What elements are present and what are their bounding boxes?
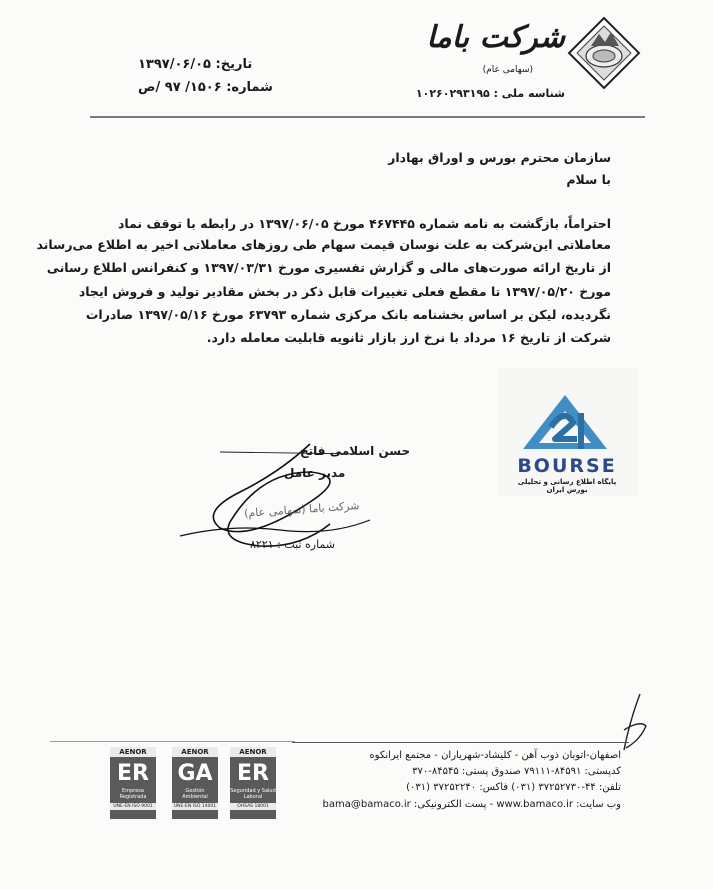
cert-standard: OHSAS 18001 — [230, 803, 276, 810]
footer-address: اصفهان-اتوبان ذوب آهن - کلیشاد-شهریاران - مجتمع ایرانکوه — [369, 750, 621, 761]
salutation: با سلام — [566, 172, 611, 187]
header-divider — [90, 116, 645, 118]
cert-brand: AENOR — [110, 747, 156, 757]
cert-mark: ER — [117, 761, 149, 786]
cert-standard: UNE-EN ISO 9001 — [110, 803, 156, 810]
bourse-caption: پایگاه اطلاع رسانی و تحلیلی بورس ایران — [517, 478, 617, 494]
cert-caption: Empresa Registrada — [119, 788, 147, 800]
body-line: معاملاتی این‌شرکت به علت نوسان قیمت سهام طی روزهای معاملاتی اخیر به اطلاع می‌رساند — [36, 237, 611, 252]
bourse-wordmark: BOURSE — [517, 455, 617, 477]
company-type: (سهامی عام) — [482, 65, 533, 75]
body-line: نگردیده، لیکن بر اساس بخشنامه بانک مرکزی شماره ۶۳۷۹۳ مورخ ۱۳۹۷/۰۵/۱۶ صادرات — [85, 307, 611, 322]
footer-postal: کدپستی: ۸۴۵۹۱-۷۹۱۱۱ صندوق پستی: ۸۴۵۴۵-۳۷۰ — [412, 766, 621, 777]
bourse-logo-icon — [521, 393, 609, 451]
footer-divider-left — [50, 741, 295, 742]
national-id: شناسه ملی : ۱۰۲۶۰۲۹۳۱۹۵ — [415, 87, 565, 100]
footer-web-email: وب سایت: www.bamaco.ir - پست الکترونیکی: bama@bamaco.ir — [322, 799, 621, 810]
cert-caption: Gestión Ambiental — [182, 788, 208, 800]
letter-number: شماره: ۱۵۰۶/ ۹۷ /ص — [138, 80, 273, 95]
certification-badge — [172, 747, 218, 819]
letter-date: تاریخ: ۱۳۹۷/۰۶/۰۵ — [138, 57, 253, 72]
company-name: شرکت باما — [426, 20, 565, 55]
footer-phone-fax: تلفن: ۴۴-۳۷۲۵۲۷۳۰ (۰۳۱) فاکس: ۳۷۲۵۲۲۴۰ (۰۳۱) — [406, 782, 621, 793]
signer-name: حسن اسلامی فاتح — [300, 444, 411, 458]
footer-divider — [292, 742, 629, 743]
cert-mark: ER — [237, 761, 269, 786]
body-line: از تاریخ ارائه صورت‌های مالی و گزارش تفسیری مورخ ۱۳۹۷/۰۳/۳۱ و کنفرانس اطلاع رسانی — [46, 260, 611, 275]
body-line: احتراماً، بازگشت به نامه شماره ۴۶۷۴۴۵ مورخ ۱۳۹۷/۰۶/۰۵ در رابطه با توقف نماد — [117, 216, 611, 231]
cert-caption: Seguridad y Salud Laboral — [230, 788, 276, 800]
body-line: مورخ ۱۳۹۷/۰۵/۲۰ تا مقطع فعلی تغییرات قابل ذکر در بخش مقادیر تولید و فروش ایجاد — [78, 284, 611, 299]
body-line: شرکت از تاریخ ۱۶ مرداد با نرخ ارز بازار ثانویه قابلیت معامله دارد. — [206, 330, 611, 345]
signer-title: مدیر عامل — [284, 466, 346, 480]
cert-standard: UNE-EN ISO 14001 — [173, 804, 217, 809]
company-logo-emblem-icon — [567, 16, 641, 90]
registration-number: شماره ثبت : ۸۲۲۱ — [250, 538, 336, 551]
certification-badge — [110, 747, 156, 819]
company-stamp: شرکت باما (سهامی عام) — [243, 498, 360, 521]
cert-brand: AENOR — [172, 747, 218, 757]
cert-mark: GA — [177, 761, 213, 786]
certification-badge — [230, 747, 276, 819]
recipient: سازمان محترم بورس و اوراق بهادار — [388, 150, 611, 165]
cert-brand: AENOR — [230, 747, 276, 757]
